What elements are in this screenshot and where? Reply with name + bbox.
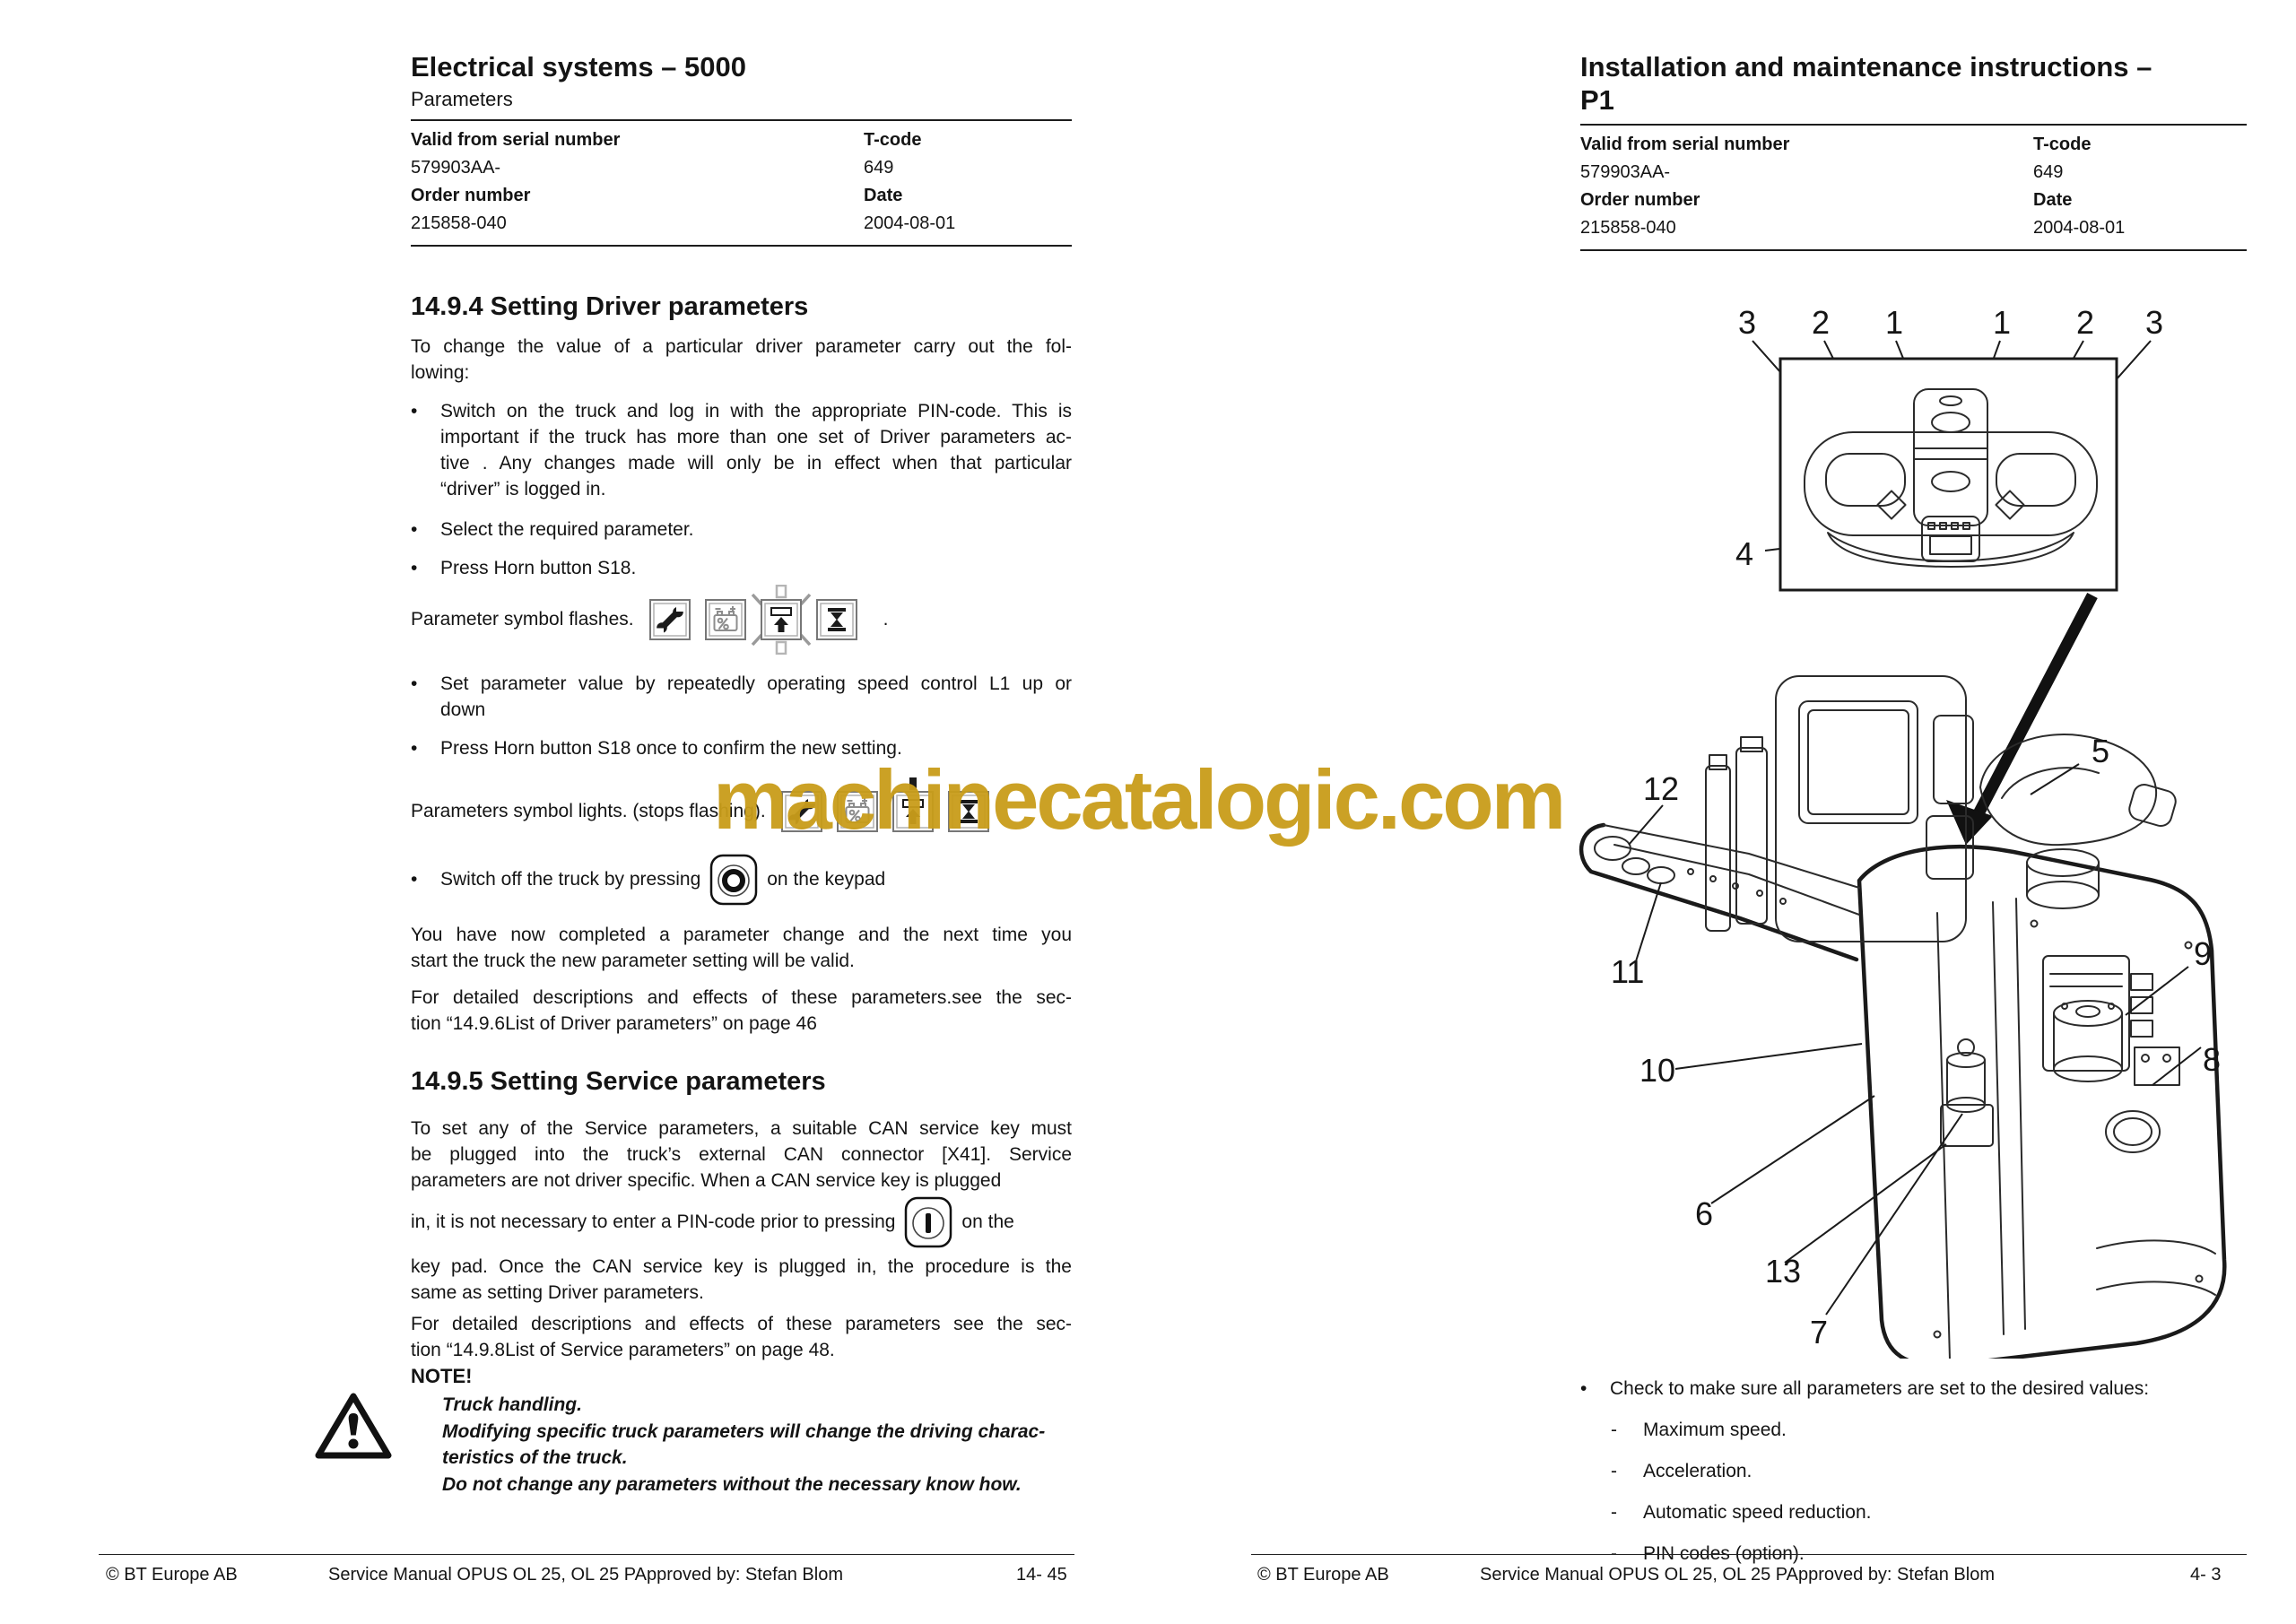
tcode-label: T-code	[864, 130, 922, 150]
info-row	[411, 210, 1072, 238]
pole-mark	[777, 586, 786, 597]
parameter-flash-line	[411, 585, 1072, 655]
header-rule	[411, 245, 1072, 247]
callout-6: 6	[1695, 1195, 1714, 1232]
info-row	[411, 182, 1072, 210]
footer-copyright: © BT Europe AB	[106, 1565, 238, 1585]
bullet-marker: •	[411, 558, 418, 578]
note-heading: NOTE!	[411, 1365, 473, 1387]
truck-parts-diagram	[1561, 296, 2251, 1359]
pin-post: on the	[961, 1211, 1014, 1232]
footer-page-number: 14- 45	[1016, 1565, 1067, 1585]
flash-period: .	[883, 609, 889, 630]
paragraph: For detailed descriptions and effects of these parameters.see the sec- tion “14.9.6List of Driver parameters” on page 46	[411, 987, 1072, 1034]
pin-code-line	[411, 1196, 1072, 1248]
right-page-header	[1580, 50, 2247, 256]
footer-manual-approved	[328, 1564, 843, 1585]
bullet-marker: •	[411, 869, 418, 890]
tcode-value: 649	[864, 158, 894, 178]
footer-rule	[99, 1554, 1074, 1555]
dash-marker: -	[1611, 1543, 1617, 1564]
footer-copyright: © BT Europe AB	[1257, 1565, 1389, 1585]
bullet-marker: •	[411, 738, 418, 759]
serial-label: Valid from serial number	[1580, 135, 1790, 154]
note-text: Truck handling. Modifying specific truck parameters will change the driving charac- teristics of the truck. Do not change any parameters without the necessary know how.	[442, 1394, 1046, 1495]
tcode-value: 649	[2033, 162, 2064, 182]
power-on-button-icon	[904, 1196, 952, 1248]
header-rule	[1580, 124, 2247, 126]
pointer-arrow	[1946, 595, 2092, 845]
callout-5: 5	[2092, 733, 2110, 769]
order-label: Order number	[1580, 190, 1700, 210]
info-row	[411, 126, 1072, 154]
date-value: 2004-08-01	[2033, 218, 2126, 238]
footer-manual: Service Manual OPUS OL 25, OL 25 P	[1480, 1565, 1787, 1585]
page-title: Electrical systems – 5000	[411, 51, 746, 83]
page-title: Installation and maintenance instructions –	[1580, 51, 2152, 83]
bullet-marker: •	[411, 673, 418, 694]
info-row	[1580, 159, 2247, 187]
order-value: 215858-040	[411, 213, 507, 233]
callout-12: 12	[1643, 770, 1680, 807]
checklist-item: - Acceleration.	[1580, 1458, 2244, 1484]
callout-3-left: 3	[1737, 304, 1757, 341]
callout-1-left: 1	[1884, 304, 1904, 341]
info-row	[411, 154, 1072, 182]
switch-off-pre: Switch off the truck by pressing	[440, 869, 701, 890]
serial-value: 579903AA-	[1580, 162, 1671, 182]
bullet-marker: •	[411, 401, 418, 421]
date-label: Date	[2033, 190, 2073, 210]
pole-mark	[777, 642, 786, 654]
order-label: Order number	[411, 186, 531, 205]
page-subtitle: Parameters	[411, 88, 513, 110]
order-value: 215858-040	[1580, 218, 1676, 238]
callout-4: 4	[1735, 535, 1754, 572]
bullet-item: • Press Horn button S18.	[411, 555, 1072, 581]
header-rule	[1580, 249, 2247, 251]
callout-13: 13	[1765, 1253, 1802, 1290]
callout-2-right: 2	[2075, 304, 2095, 341]
callout-3-right: 3	[2144, 304, 2164, 341]
section-heading-1495: 14.9.5 Setting Service parameters	[411, 1067, 826, 1096]
date-value: 2004-08-01	[864, 213, 956, 233]
bullet-item: • Set parameter value by repeatedly operating speed control L1 up or down	[411, 671, 1072, 723]
bullet-item: • Switch on the truck and log in with the appropriate PIN-code. This is important if the truck has more than one set of Driver parameters ac- tive . Any changes made will only be in effect when that particular “driver” is logged in.	[411, 398, 1072, 502]
callout-8: 8	[2203, 1041, 2222, 1078]
footer-manual: Service Manual OPUS OL 25, OL 25 P	[328, 1565, 635, 1585]
paragraph: To set any of the Service parameters, a suitable CAN service key must be plugged into the truck’s external CAN connector [X41]. Service parameters are not driver specific. When a CAN service key is plugged	[411, 1118, 1072, 1191]
left-page-header	[411, 50, 1072, 252]
tiller-inset-box	[1780, 359, 2117, 590]
bullet-item: • Press Horn button S18 once to confirm the new setting.	[411, 735, 1072, 761]
checklist-intro: • Check to make sure all parameters are set to the desired values:	[1580, 1376, 2244, 1402]
paragraph: You have now completed a parameter change and the next time you start the truck the new parameter setting will be valid.	[411, 925, 1072, 971]
pin-pre: in, it is not necessary to enter a PIN-code prior to pressing	[411, 1211, 896, 1232]
dash-marker: -	[1611, 1461, 1617, 1481]
header-rule	[411, 119, 1072, 121]
info-row	[1580, 187, 2247, 214]
callout-10: 10	[1639, 1052, 1676, 1089]
power-off-button-icon	[709, 854, 758, 906]
info-row	[1580, 131, 2247, 159]
date-label: Date	[864, 186, 903, 205]
serial-label: Valid from serial number	[411, 130, 621, 150]
callout-7: 7	[1810, 1314, 1829, 1350]
footer-approved: Approved by: Stefan Blom	[634, 1565, 843, 1585]
parameter-symbol-strip-flashing	[648, 585, 874, 655]
checklist-item: - PIN codes (option).	[1580, 1541, 2244, 1567]
bullet-item: • Select the required parameter.	[411, 517, 1072, 543]
footer-rule	[1251, 1554, 2247, 1555]
dash-marker: -	[1611, 1502, 1617, 1523]
checklist	[1580, 1376, 2244, 1567]
footer-manual-approved	[1480, 1564, 1995, 1585]
bullet-item-switch-off	[411, 854, 1072, 906]
checklist-item: - Maximum speed.	[1580, 1417, 2244, 1443]
paragraph: To change the value of a particular driver parameter carry out the fol- lowing:	[411, 336, 1072, 383]
callout-1-right: 1	[1992, 304, 2012, 341]
page-title-line2: P1	[1580, 84, 1614, 116]
callout-9: 9	[2194, 935, 2213, 972]
tcode-label: T-code	[2033, 135, 2092, 154]
paragraph: key pad. Once the CAN service key is plugged in, the procedure is the same as setting Driver parameters.	[411, 1256, 1072, 1303]
callout-2-left: 2	[1811, 304, 1831, 341]
lights-text: Parameters symbol lights. (stops flashing).	[411, 801, 766, 821]
switch-off-post: on the keypad	[767, 869, 886, 890]
serial-value: 579903AA-	[411, 158, 501, 178]
footer-approved: Approved by: Stefan Blom	[1786, 1565, 1995, 1585]
info-row	[1580, 214, 2247, 242]
checklist-item: - Automatic speed reduction.	[1580, 1499, 2244, 1525]
bullet-marker: •	[1580, 1378, 1587, 1399]
paragraph: For detailed descriptions and effects of these parameters see the sec- tion “14.9.8List of Service parameters” on page 48.	[411, 1314, 1072, 1360]
callout-11: 11	[1611, 953, 1645, 990]
flash-text: Parameter symbol flashes.	[411, 609, 634, 630]
watermark: machinecatalogic.com	[713, 752, 1564, 847]
bullet-marker: •	[411, 519, 418, 540]
section-heading-1494: 14.9.4 Setting Driver parameters	[411, 292, 809, 321]
dash-marker: -	[1611, 1420, 1617, 1440]
warning-triangle-icon	[314, 1390, 393, 1462]
footer-page-number: 4- 3	[2190, 1565, 2222, 1585]
